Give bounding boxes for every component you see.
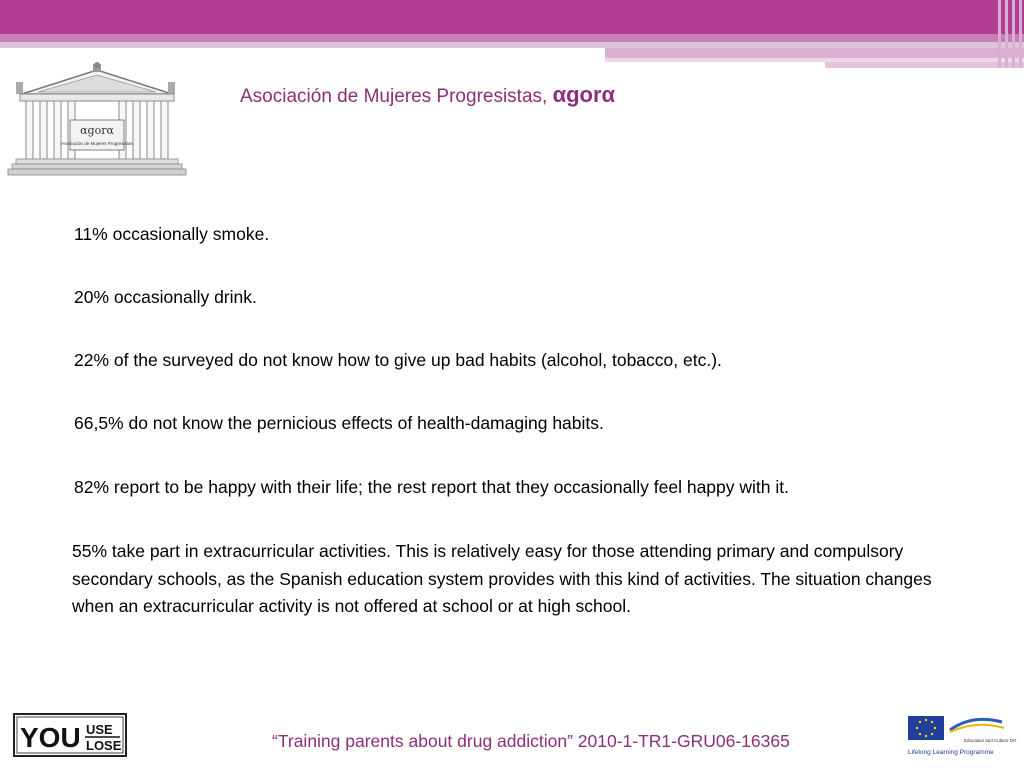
- logo-subtitle-text: Asociación de Mujeres Progresistas: [61, 141, 133, 146]
- extracurricular-paragraph: 55% take part in extracurricular activities. This is relatively easy for those attending primary and compulsory secondary schools, as the Spanish education system provides with this kind of activities. The situation changes when an extracurricular activity is not offered at school or at high school.: [72, 541, 932, 616]
- corner-decorative-lines: [994, 0, 1024, 68]
- decorative-strip: [0, 34, 1024, 42]
- eu-programme-text: Lifelong Learning Programme: [908, 749, 994, 756]
- you-logo-top-text: USE: [86, 722, 113, 737]
- stat-item-smoke: 11% occasionally smoke.: [74, 224, 270, 244]
- logo-brand-text: αgorα: [80, 124, 114, 137]
- eu-lifelong-learning-logo: [906, 712, 1017, 760]
- stat-item-bad-habits: 22% of the surveyed do not know how to give up bad habits (alcohol, tobacco, etc.).: [74, 350, 722, 370]
- header-brand: αgorα: [552, 82, 616, 107]
- stat-item-pernicious-effects: 66,5% do not know the pernicious effects of health-damaging habits.: [74, 413, 604, 433]
- stat-item-drink: 20% occasionally drink.: [74, 287, 257, 307]
- you-use-lose-logo: [14, 714, 126, 756]
- decorative-strip: [605, 48, 1024, 58]
- agora-logo: [8, 62, 186, 178]
- footer-project-title: “Training parents about drug addiction” 2010-1-TR1-GRU06-16365: [272, 731, 790, 751]
- eu-caption-text: Education and Culture DG: [964, 738, 1017, 743]
- you-logo-bottom-text: LOSE: [86, 738, 122, 753]
- you-logo-big-text: YOU: [20, 722, 81, 753]
- stat-item-happiness: 82% report to be happy with their life; the rest report that they occasionally feel happy with it.: [74, 477, 789, 497]
- header-organization: [240, 82, 615, 108]
- top-decorative-band: [0, 0, 1024, 34]
- header-org-name: Asociación de Mujeres Progresistas,: [240, 86, 553, 107]
